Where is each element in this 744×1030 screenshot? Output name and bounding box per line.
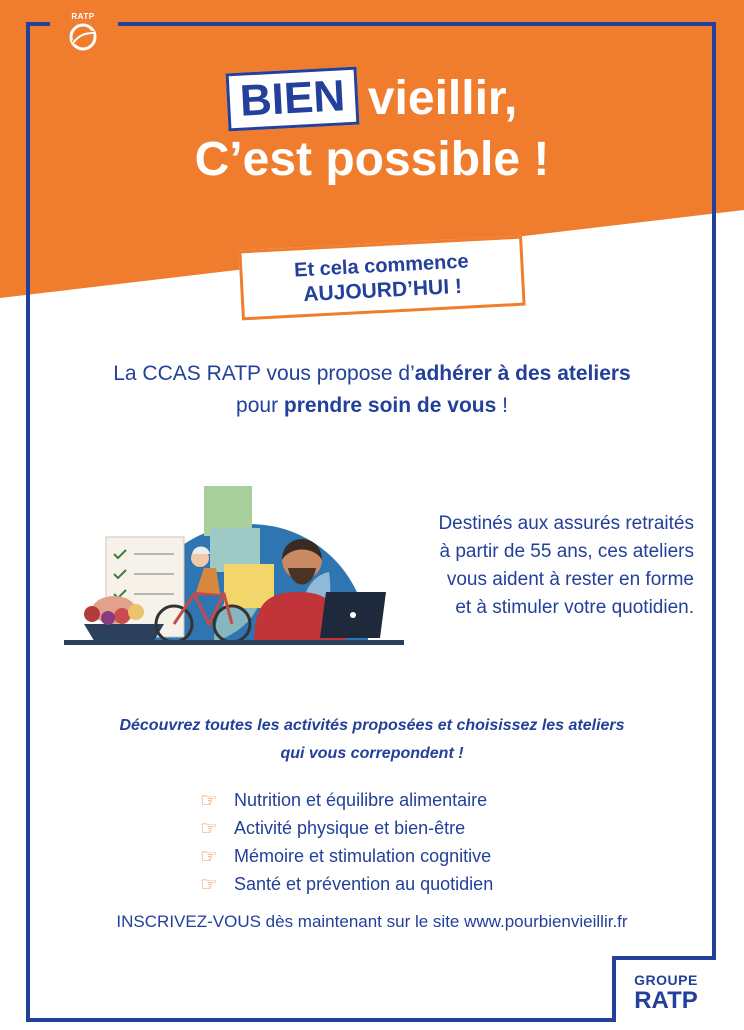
ratp-logo [58,12,108,60]
pointing-hand-icon: ☞ [200,789,218,812]
intro-line2-bold: prendre soin de vous [283,394,497,417]
list-item [200,842,600,870]
activity-label: Santé et prévention au quotidien [234,873,494,894]
intro-text [40,358,704,422]
signup-cta: INSCRIVEZ-VOUS dès maintenant sur le site www.pourbienvieillir.fr [116,912,628,931]
groupe-logo-line-1: GROUPE [634,972,698,988]
pointing-hand-icon: ☞ [200,845,218,868]
title-word: vieillir, [367,72,518,125]
intro-line2-prefix: pour [236,394,284,417]
ratp-logo-text: RATP [71,12,95,21]
description-line: Destinés aux assurés retraités [438,513,694,534]
groupe-logo-line-2: RATP [634,987,698,1014]
activity-label: Nutrition et équilibre alimentaire [234,789,488,810]
description-line: à partir de 55 ans, ces ateliers [439,541,694,562]
description-line: et à stimuler votre quotidien. [455,597,694,618]
discover-cta [40,712,704,768]
activity-label: Mémoire et stimulation cognitive [234,845,492,866]
ratp-logo-icon [67,21,99,53]
activities-list [200,786,600,898]
page-title [0,70,744,188]
title-boxed-word: BIEN [225,67,359,132]
list-item [200,870,600,898]
description [400,510,694,622]
cta-line-2: qui vous correpondent ! [280,745,464,762]
seniors-activities-illustration [64,482,404,652]
title-line-2: C’est possible ! [194,133,550,186]
activity-label: Activité physique et bien-être [234,817,466,838]
badge-line-2: AUJOURD’HUI ! [302,274,463,307]
intro-line1-prefix: La CCAS RATP vous propose d’ [113,362,415,385]
cta-line-1: Découvrez toutes les activités proposées et choisissez les ateliers [119,717,625,734]
intro-line1-bold: adhérer à des ateliers [414,362,631,385]
pointing-hand-icon: ☞ [200,873,218,896]
today-badge [238,236,525,321]
list-item [200,814,600,842]
description-line: vous aident à rester en forme [446,569,694,590]
pointing-hand-icon: ☞ [200,817,218,840]
badge-line-1: Et cela commence [293,250,470,282]
list-item [200,786,600,814]
intro-line2-suffix: ! [496,394,508,417]
groupe-ratp-logo [612,956,716,1022]
